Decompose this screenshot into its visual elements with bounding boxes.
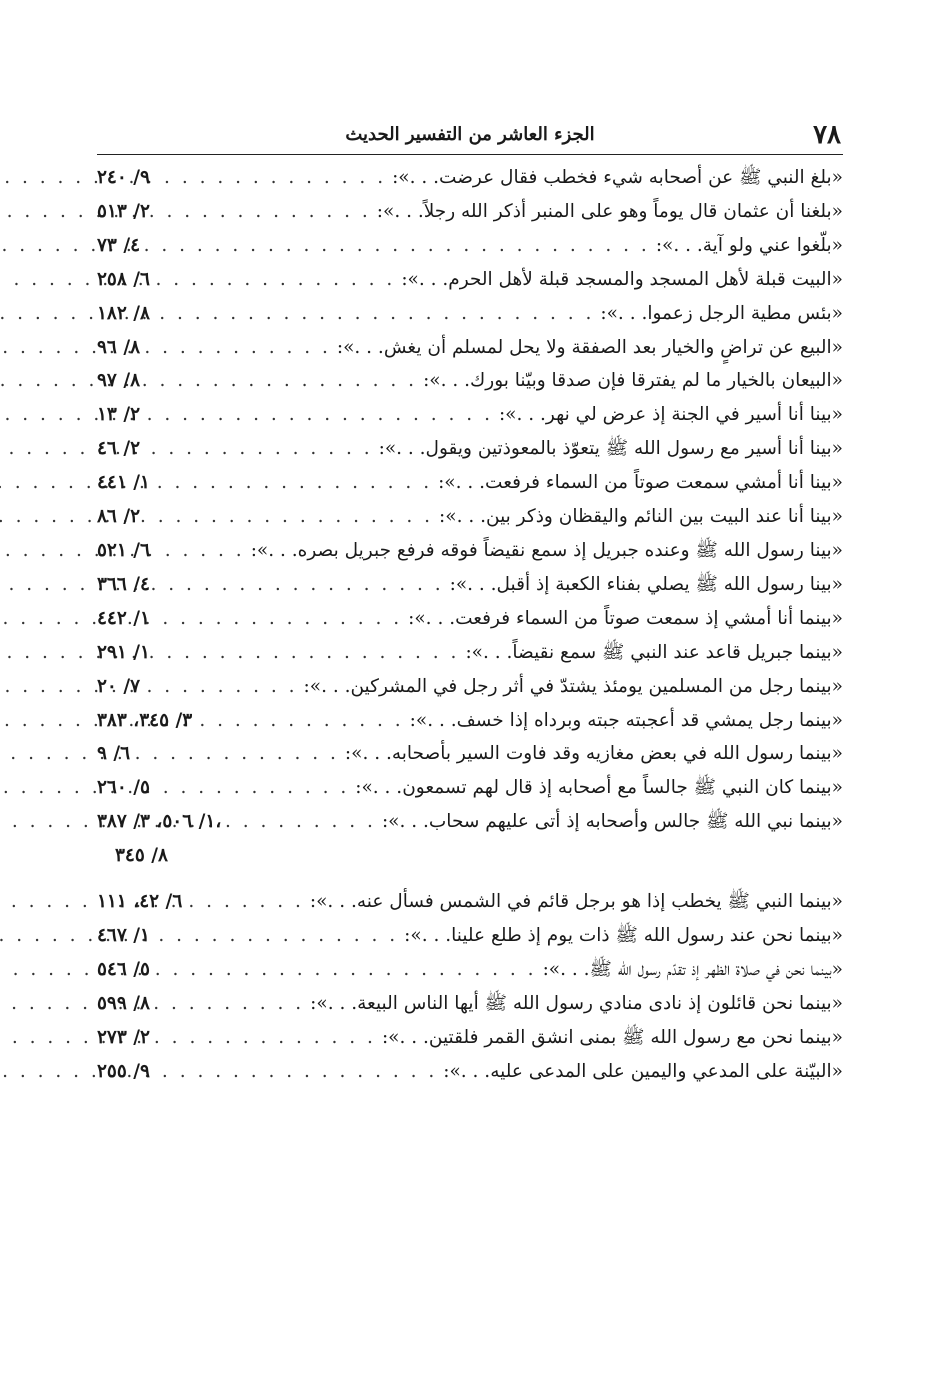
leader-dots: [182, 885, 310, 919]
hadith-index-list: [97, 161, 843, 1088]
entry-reference: ٦/ ٥٢١: [97, 539, 150, 561]
page-header: [97, 118, 843, 155]
entry-text: «بينا أنا أسير في الجنة إذ عرض لي نهر. . .»:: [498, 404, 843, 426]
index-entry: [97, 1055, 843, 1089]
leader-dots: [221, 805, 382, 839]
entry-text: «بينما نحن قائلون إذ نادى منادي رسول الله ﷺ أيها الناس البيعة. . .»:: [310, 992, 843, 1014]
index-entry: [97, 885, 843, 919]
index-entry: [97, 919, 843, 953]
leader-dots: [140, 432, 379, 466]
entry-text: «بينما نحن في صلاة الظهر إذ تقدّم رسول الله ﷺ. . .»:: [542, 958, 843, 980]
entry-reference: ٢/ ١٣: [97, 404, 141, 426]
index-entry: [97, 737, 843, 771]
leader-dots: [140, 398, 499, 432]
index-page: [97, 118, 843, 1088]
entry-reference: ٦/ ٤٢، ١١١: [97, 891, 183, 913]
entry-reference: ٥/ ٢٦٠: [97, 777, 150, 799]
entry-reference: ٤/ ٧٣: [97, 234, 141, 256]
entry-text: «البيعان بالخيار ما لم يفترقا فإن صدقا وبيّنا بورك. . .»:: [423, 370, 843, 392]
entry-reference: ٦/ ٩: [97, 743, 131, 765]
entry-text: «بينما نحن عند رسول الله ﷺ ذات يوم إذ طلع علينا. . .»:: [404, 924, 843, 946]
leader-dots: [192, 704, 409, 738]
entry-reference: ٩/ ٢٥٥: [97, 1060, 150, 1082]
entry-reference: ٢/ ٢٧٣: [97, 1026, 150, 1048]
index-entry: [97, 1021, 843, 1055]
leader-dots: [140, 500, 439, 534]
index-entry: [97, 364, 843, 398]
leader-dots: [150, 161, 392, 195]
entry-text: «بينا أنا أسير مع رسول الله ﷺ يتعوّذ بالمعوذتين ويقول. . .»:: [378, 438, 843, 460]
leader-dots: [150, 1021, 382, 1055]
entry-text: «بينما رجل من المسلمين يومئذ يشتدّ في أثر رجل في المشركين. . .»:: [303, 675, 843, 697]
entry-text: «بلغنا أن عثمان قال يوماً وهو على المنبر أذكر الله رجلاً. . .»:: [376, 200, 843, 222]
index-entry: [97, 704, 843, 738]
entry-reference: ٥/ ٥٤٦: [97, 958, 150, 980]
index-entry: [97, 500, 843, 534]
index-entry: [97, 771, 843, 805]
entry-text: «بينما رسول الله في بعض مغازيه وقد فاوت السير بأصحابه. . .»:: [344, 743, 843, 765]
leader-dots: [140, 229, 656, 263]
entry-text: «بينا أنا عند البيت بين النائم واليقظان وذكر بين. . .»:: [439, 506, 843, 528]
leader-dots: [150, 466, 438, 500]
index-entry: [97, 195, 843, 229]
entry-text: «بينا أنا أمشي سمعت صوتاً من السماء فرفعت. . .»:: [438, 472, 843, 494]
index-entry: [97, 297, 843, 331]
index-entry: [97, 534, 843, 568]
entry-reference: ٧/ ٢٠: [97, 675, 141, 697]
entry-text: «بينما النبي ﷺ يخطب إذا هو برجل قائم في الشمس فسأل عنه. . .»:: [309, 891, 843, 913]
index-entry: [97, 953, 843, 987]
leader-dots: [150, 263, 401, 297]
entry-text: «بينا رسول الله ﷺ يصلي بفناء الكعبة إذ أقبل. . .»:: [449, 573, 843, 595]
entry-text: «بينما أنا أمشي إذ سمعت صوتاً من السماء فرفعت. . .»:: [408, 607, 843, 629]
leader-dots: [150, 953, 543, 987]
entry-text: «بينما كان النبي ﷺ جالساً مع أصحابه إذ قال لهم تسمعون. . .»:: [355, 777, 843, 799]
index-entry: [97, 670, 843, 704]
index-entry: [97, 229, 843, 263]
entry-reference: ٩/ ٢٤٠: [97, 167, 150, 188]
spacer: [97, 873, 843, 885]
index-entry: [97, 568, 843, 602]
entry-text: «بئس مطية الرجل زعموا. . .»:: [600, 302, 843, 324]
leader-dots: [150, 919, 404, 953]
entry-reference: ٢/ ٥١٣: [97, 200, 150, 222]
entry-reference: ٨/ ١٨٢: [97, 302, 150, 324]
entry-reference: ٨/ ٥٩٩: [97, 992, 150, 1014]
leader-dots: [140, 331, 337, 365]
entry-reference: ١/ ٤٤١: [97, 472, 150, 494]
entry-text: «بلّغوا عني ولو آية. . .»:: [655, 234, 843, 256]
entry-reference: ١/ ٥٠٦، ٣/ ٣٨٧،: [97, 811, 222, 833]
page-number: ٧٨: [813, 120, 841, 150]
entry-reference: ١/ ٤٦٧: [97, 924, 150, 946]
leader-dots: [130, 737, 345, 771]
entry-text: «بينما نبي الله ﷺ جالس وأصحابه إذ أتى عليهم سحاب. . .»:: [381, 811, 843, 833]
leader-dots: [140, 364, 423, 398]
index-entry: [97, 466, 843, 500]
leader-dots: [150, 771, 355, 805]
index-entry: [97, 987, 843, 1021]
entry-text: «بينما جبريل قاعد عند النبي ﷺ سمع نقيضاً. . .»:: [465, 641, 843, 663]
entry-text: «البيّنة على المدعي واليمين على المدعى عليه. . .»:: [443, 1060, 843, 1082]
index-entry: [97, 161, 843, 195]
entry-text: «البيع عن تراضٍ والخيار بعد الصفقة ولا يحل لمسلم أن يغش. . .»:: [336, 336, 843, 358]
leader-dots: [150, 636, 465, 670]
leader-dots: [150, 534, 251, 568]
entry-reference: ١/ ٤٤٢: [97, 607, 150, 629]
index-entry: [97, 432, 843, 466]
leader-dots: [150, 195, 377, 229]
entry-text: «البيت قبلة لأهل المسجد والمسجد قبلة لأهل الحرم. . .»:: [401, 268, 843, 290]
leader-dots: [140, 670, 304, 704]
entry-text: «بينا رسول الله ﷺ وعنده جبريل إذ سمع نقيضاً فوقه فرفع جبريل بصره. . .»:: [250, 539, 843, 561]
index-entry: [97, 602, 843, 636]
index-entry: [97, 331, 843, 365]
index-entry: [97, 636, 843, 670]
running-title: الجزء العاشر من التفسير الحديث: [345, 124, 595, 145]
entry-text: «بينما نحن مع رسول الله ﷺ بمنى انشق القمر فلقتين. . .»:: [381, 1026, 843, 1048]
entry-text: «بلغ النبي ﷺ عن أصحابه شيء فخطب فقال عرضت. . .»:: [392, 167, 843, 188]
leader-dots: [150, 602, 408, 636]
index-entry: [97, 398, 843, 432]
entry-reference: ٤/ ٣٦٦: [97, 573, 150, 595]
leader-dots: [150, 568, 450, 602]
index-entry: [97, 805, 843, 839]
entry-reference: ٢/ ٤٦: [97, 438, 141, 460]
entry-reference: ٨/ ٩٦: [97, 336, 141, 358]
entry-reference: ١/ ٢٩١: [97, 641, 150, 663]
entry-reference-continuation: ٨/ ٣٤٥: [115, 845, 168, 867]
index-entry: [97, 263, 843, 297]
leader-dots: [150, 297, 600, 331]
leader-dots: [150, 987, 310, 1021]
entry-reference: ٢/ ٨٦: [97, 506, 141, 528]
leader-dots: [150, 1055, 443, 1089]
entry-reference: ٦/ ٢٥٨: [97, 268, 150, 290]
entry-reference: ٣/ ٣٤٥، ٣٨٣: [97, 709, 193, 731]
entry-reference: ٨/ ٩٧: [97, 370, 141, 392]
entry-text: «بينما رجل يمشي قد أعجبته جبته وبرداه إذا خسف. . .»:: [409, 709, 843, 731]
